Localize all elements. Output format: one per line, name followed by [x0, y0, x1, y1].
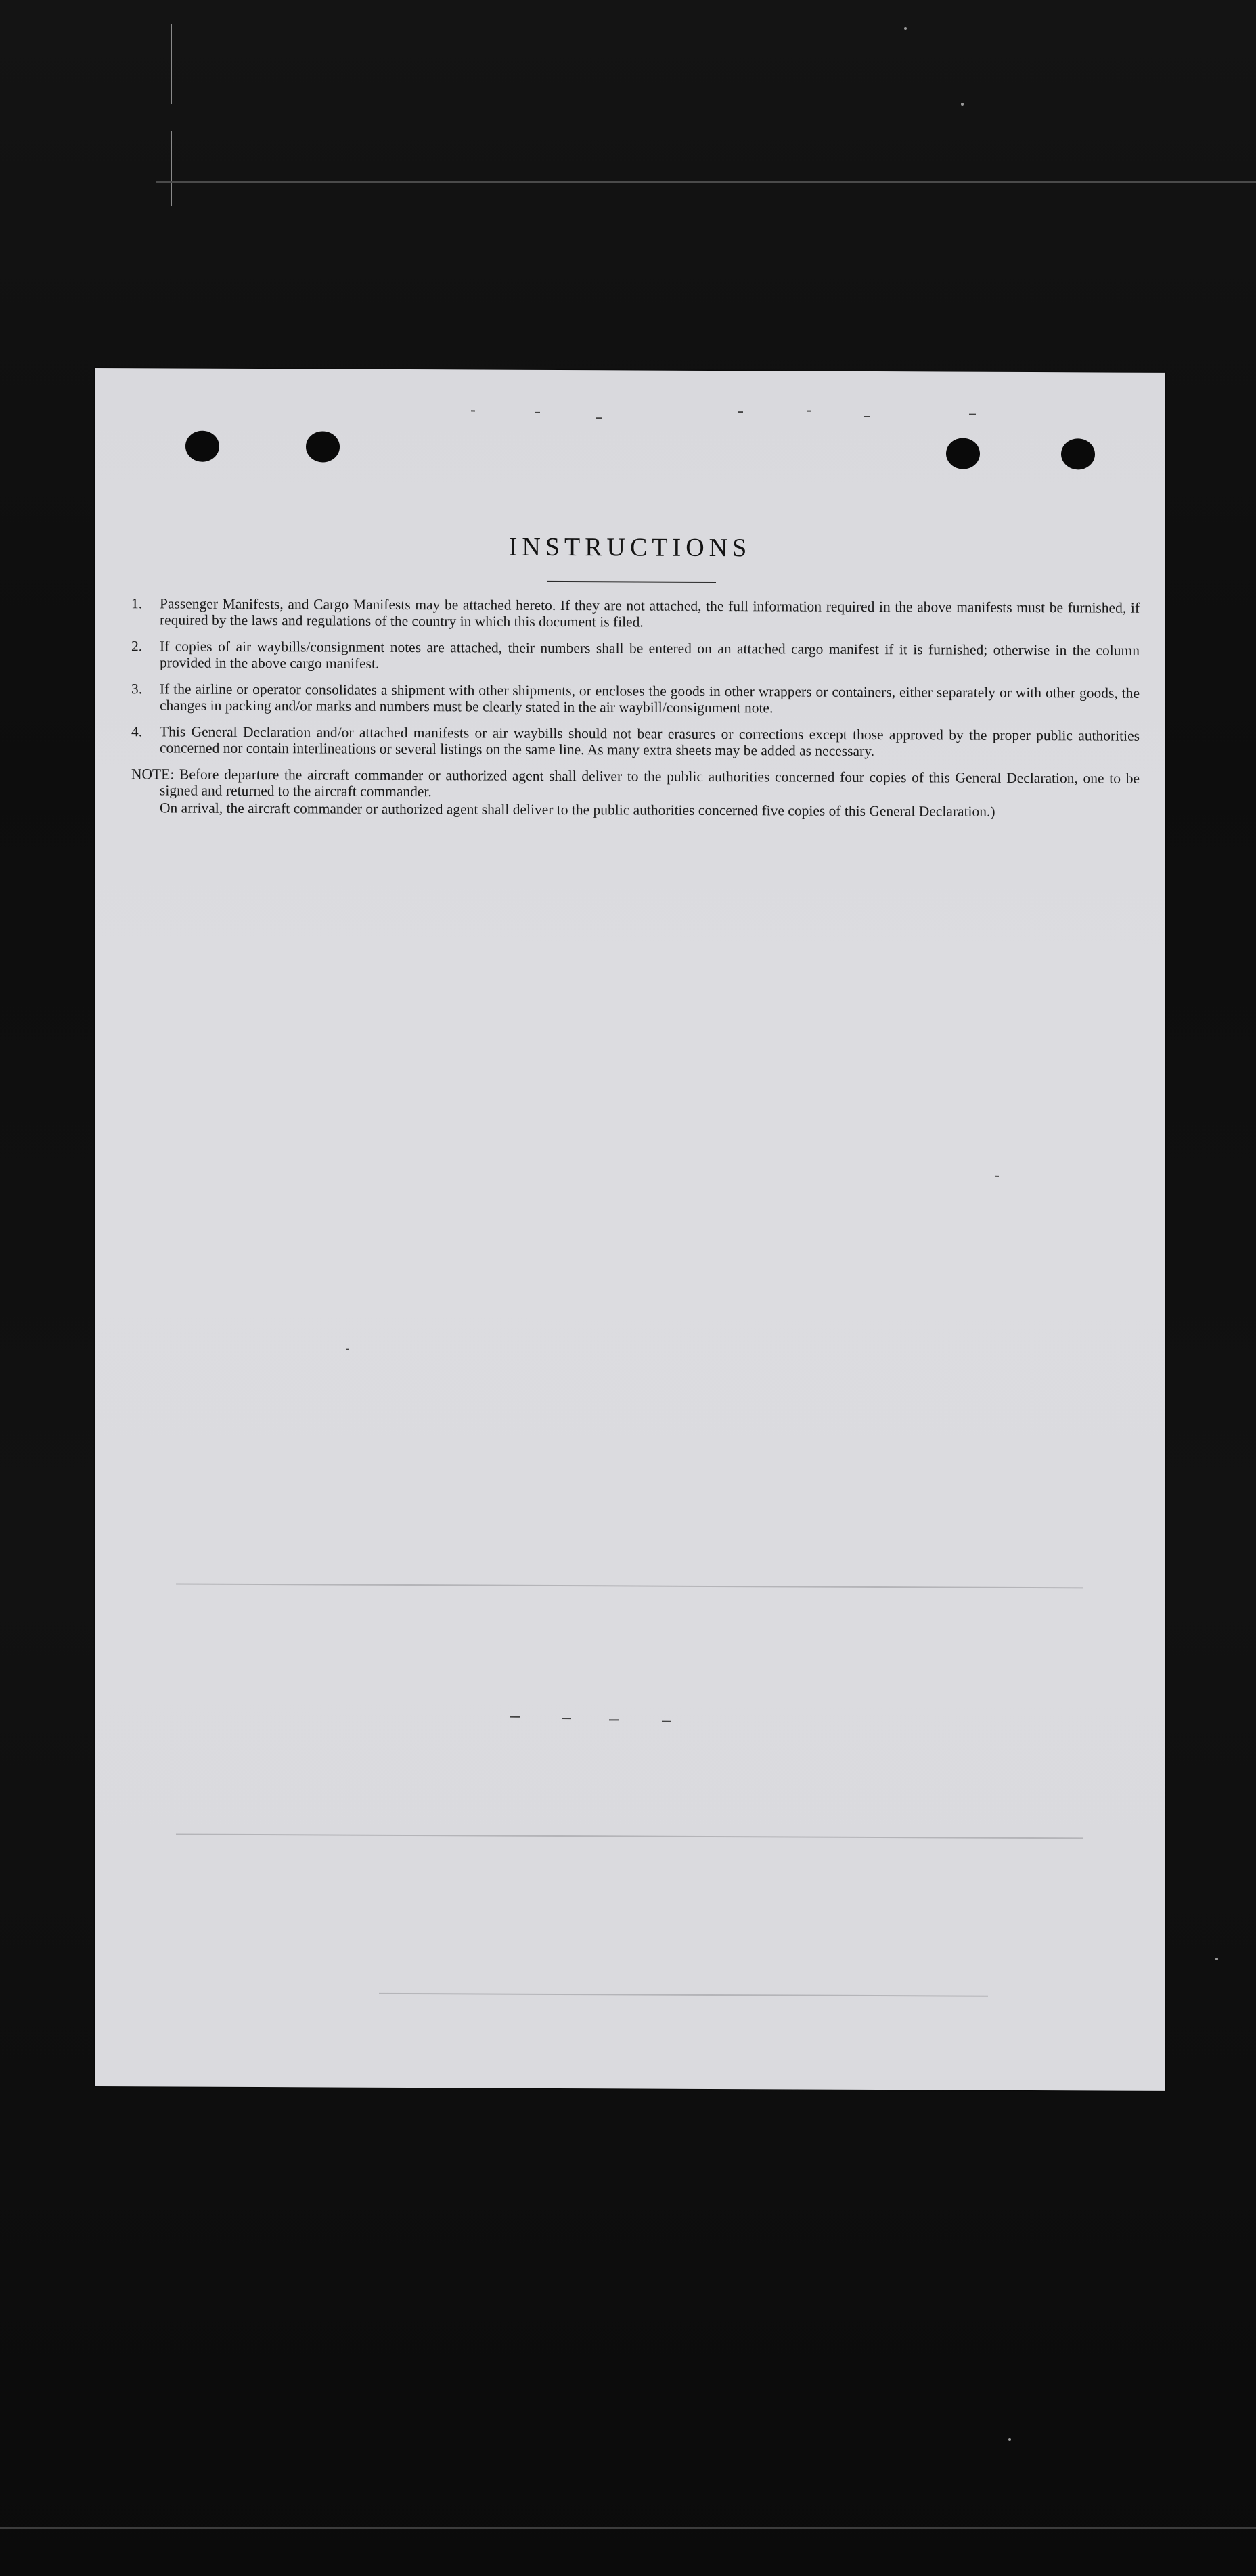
bleed-mark [662, 1721, 671, 1722]
bleed-mark [738, 411, 743, 413]
instructions-list [131, 595, 1140, 821]
scan-rule-bottom [0, 2527, 1256, 2529]
item-number: 3. [131, 681, 143, 697]
show-through-rule [176, 1834, 1083, 1839]
document-page [95, 368, 1165, 2091]
scan-mark [171, 131, 172, 206]
note-arrival-text: On arrival, the aircraft commander or authorized agent shall deliver to the public authorities concerned five copies of this General Declaration.) [160, 800, 995, 820]
bleed-mark [510, 1716, 520, 1718]
bleed-mark [969, 414, 976, 415]
list-item [131, 595, 1140, 632]
bleed-mark [995, 1176, 999, 1177]
bleed-mark [807, 411, 811, 412]
dust-speck [904, 27, 907, 30]
dust-speck [961, 103, 964, 106]
bleed-mark [346, 1349, 349, 1350]
item-number: 1. [131, 595, 143, 612]
show-through-rule [379, 1993, 988, 1997]
item-text: If copies of air waybills/consignment notes are attached, their numbers shall be entered on an attached cargo manifest if it is furnished; otherwise in the column provided in the above cargo manifest. [160, 638, 1140, 672]
item-number: 4. [131, 723, 143, 740]
punch-hole [306, 431, 340, 462]
page-title: INSTRUCTIONS [508, 532, 752, 563]
bleed-mark [864, 416, 870, 417]
item-text: If the airline or operator consolidates a shipment with other shipments, or encloses the goods in other wrappers or containers, either separately or with other goods, the changes in packing and/or marks and numbers must be clearly stated in the air waybill/consignment note. [160, 681, 1140, 716]
dust-speck [1008, 2438, 1011, 2441]
bleed-mark [596, 417, 602, 419]
note-block [131, 766, 1140, 821]
punch-hole [185, 431, 219, 462]
scan-mark [171, 24, 172, 104]
punch-hole [946, 438, 980, 469]
bleed-mark [535, 412, 540, 413]
item-text: This General Declaration and/or attached manifests or air waybills should not bear erasures or corrections except those approved by the proper public authorities concerned nor contain interlineations or several listings on the same line. As many extra sheets may be added as necessary. [160, 723, 1140, 760]
item-number: 2. [131, 638, 143, 655]
title-underline [547, 581, 716, 583]
list-item [131, 681, 1140, 718]
bleed-mark [471, 410, 475, 411]
list-item [131, 638, 1140, 675]
item-text: Passenger Manifests, and Cargo Manifests may be attached hereto. If they are not attached, the full information required in the above manifests must be furnished, if required by the laws and regulations of the country in which this document is filed. [160, 595, 1140, 630]
dust-speck [1215, 1958, 1218, 1960]
scan-rule-top [156, 181, 1256, 183]
bleed-mark [609, 1719, 619, 1720]
note-text: NOTE: Before departure the aircraft commander or authorized agent shall deliver to the public authorities concerned four copies of this General Declaration, one to be signed and returned to the aircraft commander. [131, 766, 1140, 800]
show-through-rule [176, 1584, 1083, 1589]
punch-hole [1061, 438, 1095, 469]
list-item [131, 723, 1140, 760]
bleed-mark [562, 1718, 571, 1719]
